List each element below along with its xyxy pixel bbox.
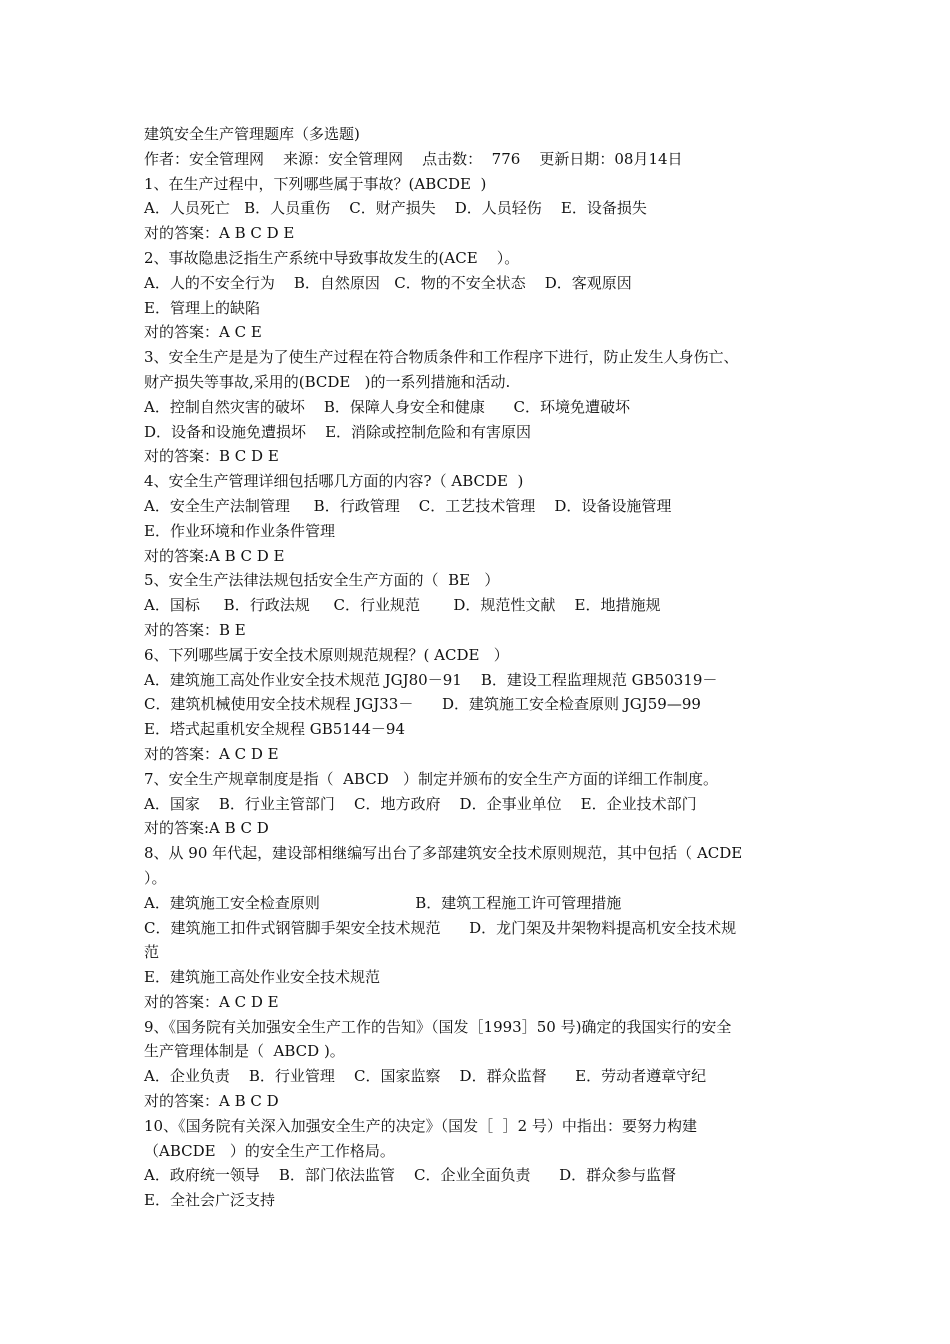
question-options: A．控制自然灾害的破坏 B．保障人身安全和健康 C．环境免遭破坏 [144, 397, 631, 416]
question-options: A．人员死亡 B．人员重伤 C．财产损失 D．人员轻伤 E．设备损失 [144, 199, 647, 218]
question-options: C．建筑机械使用安全技术规程 JGJ33－ D．建筑施工安全检查原则 JGJ59—99 [144, 695, 701, 714]
question-stem: 2、事故隐患泛指生产系统中导致事故发生的(ACE ）。 [144, 248, 520, 267]
question-item [144, 469, 814, 568]
question-item [144, 767, 814, 841]
question-options: A．建筑施工安全检查原则 B．建筑工程施工许可管理措施 [144, 893, 622, 912]
question-list [144, 172, 814, 1213]
document-title: 建筑安全生产管理题库（多选题) [144, 125, 360, 143]
correct-answer: 对的答案：A C D E [144, 744, 279, 763]
question-stem: 4、安全生产管理详细包括哪几方面的内容?（ ABCDE ) [144, 472, 524, 491]
question-stem: 6、下列哪些属于安全技术原则规范规程？( ACDE ） [144, 645, 509, 664]
correct-answer: 对的答案：B E [144, 620, 246, 639]
question-item [144, 568, 814, 642]
correct-answer: 对的答案：A B C D [144, 1092, 279, 1111]
question-stem: 5、安全生产法律法规包括安全生产方面的（ BE ） [144, 571, 500, 590]
question-item [144, 1114, 814, 1213]
correct-answer: 对的答案：A C D E [144, 992, 279, 1011]
question-stem: （ABCDE ）的安全生产工作格局。 [144, 1141, 395, 1160]
question-stem: ）。 [144, 868, 167, 887]
question-item [144, 172, 814, 246]
question-stem: 7、安全生产规章制度是指（ ABCD ）制定并颁布的安全生产方面的详细工作制度。 [144, 769, 719, 788]
question-options: A．企业负责 B．行业管理 C．国家监察 D．群众监督 E．劳动者遵章守纪 [144, 1067, 707, 1086]
question-item [144, 345, 814, 469]
question-stem: 10、《国务院有关深入加强安全生产的决定》（国发［ ］2 号）中指出：要努力构建 [144, 1116, 697, 1135]
correct-answer: 对的答案:A B C D E [144, 546, 285, 565]
question-options: A．安全生产法制管理 B．行政管理 C．工艺技术管理 D．设备设施管理 [144, 496, 672, 515]
question-stem: 8、从 90 年代起，建设部相继编写出台了多部建筑安全技术原则规范，其中包括（ ACDE [144, 844, 743, 863]
question-stem: 3、安全生产是是为了使生产过程在符合物质条件和工作程序下进行，防止发生人身伤亡、 [144, 348, 739, 367]
question-stem: 1、在生产过程中，下列哪些属于事故？(ABCDE ) [144, 174, 487, 193]
question-stem: 9、《国务院有关加强安全生产工作的告知》（国发［1993］50 号)确定的我国实行的安全 [144, 1017, 732, 1036]
question-item [144, 246, 814, 345]
question-options: E．作业环境和作业条件管理 [144, 521, 335, 540]
question-stem: 财产损失等事故,采用的(BCDE )的一系列措施和活动. [144, 372, 511, 391]
document-meta: 作者：安全管理网 来源：安全管理网 点击数： 776 更新日期：08月14日 [144, 149, 683, 168]
question-options: E．全社会广泛支持 [144, 1191, 275, 1210]
question-options: E．塔式起重机安全规程 GB5144－94 [144, 720, 405, 739]
correct-answer: 对的答案：B C D E [144, 447, 279, 466]
question-item [144, 841, 814, 1015]
question-options: D．设备和设施免遭损坏 E．消除或控制危险和有害原因 [144, 422, 532, 441]
question-item [144, 1015, 814, 1114]
question-options: C．建筑施工扣件式钢管脚手架安全技术规范 D．龙门架及井架物料提高机安全技术规 [144, 918, 737, 937]
question-options: E．管理上的缺陷 [144, 298, 260, 317]
correct-answer: 对的答案：A B C D E [144, 224, 295, 243]
correct-answer: 对的答案：A C E [144, 323, 262, 342]
question-stem: 生产管理体制是（ ABCD )。 [144, 1042, 345, 1061]
question-options: 范 [144, 943, 160, 962]
question-options: A．国标 B．行政法规 C．行业规范 D．规范性文献 E．地措施规 [144, 596, 661, 615]
question-options: A．建筑施工高处作业安全技术规范 JGJ80－91 B．建设工程监理规范 GB50319－ [144, 670, 718, 689]
document-body [144, 122, 814, 1213]
question-options: A．人的不安全行为 B．自然原因 C．物的不安全状态 D．客观原因 [144, 273, 632, 292]
question-item [144, 643, 814, 767]
question-options: A．政府统一领导 B．部门依法监管 C．企业全面负责 D．群众参与监督 [144, 1166, 677, 1185]
question-options: A．国家 B．行业主管部门 C．地方政府 D．企事业单位 E．企业技术部门 [144, 794, 697, 813]
correct-answer: 对的答案:A B C D [144, 819, 269, 838]
question-options: E．建筑施工高处作业安全技术规范 [144, 968, 380, 987]
